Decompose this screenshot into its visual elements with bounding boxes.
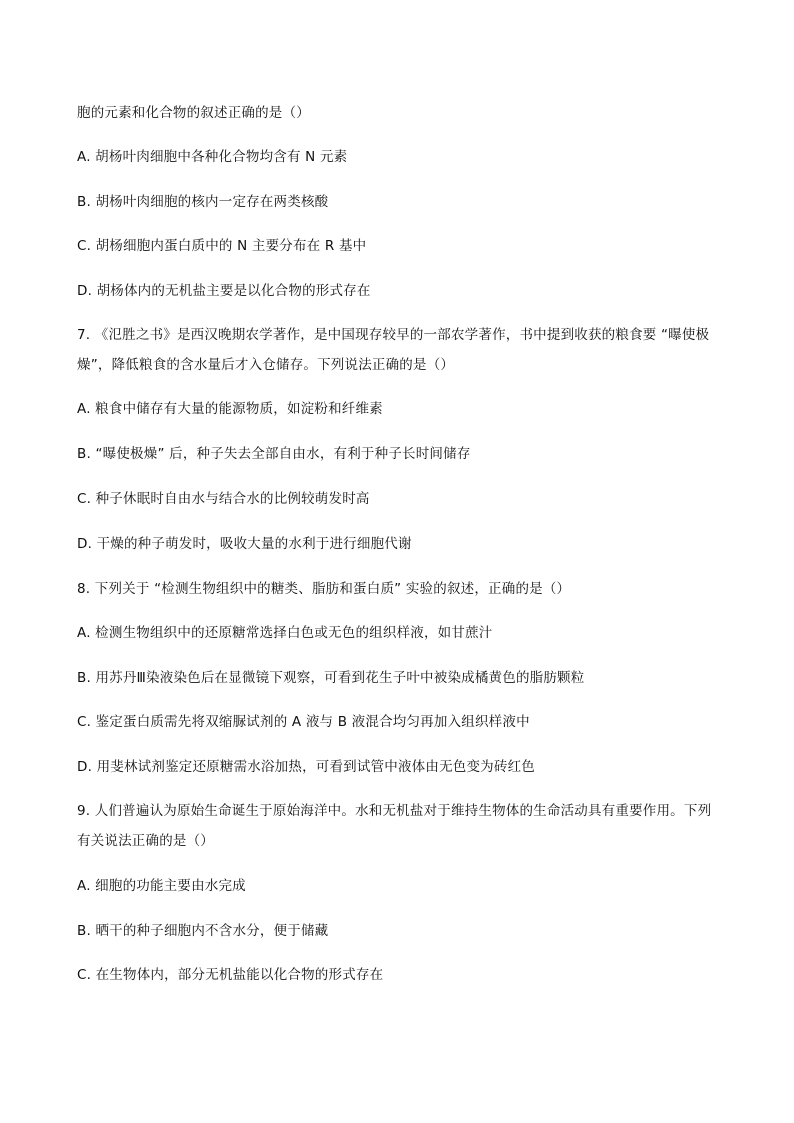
question-9-option-b: B. 晒干的种子细胞内不含水分，便于储藏 [77,923,329,939]
question-8-stem: 8. 下列关于 “检测生物组织中的糖类、脂肪和蛋白质” 实验的叙述，正确的是（） [77,581,571,597]
question-7-option-a: A. 粮食中储存有大量的能源物质，如淀粉和纤维素 [77,401,383,417]
question-8-option-d: D. 用斐林试剂鉴定还原糖需水浴加热，可看到试管中液体由无色变为砖红色 [77,759,535,775]
question-7-stem-line-2: 燥”，降低粮食的含水量后才入仓储存。下列说法正确的是（） [77,357,455,373]
question-6-option-d: D. 胡杨体内的无机盐主要是以化合物的形式存在 [77,283,371,299]
question-6-option-a: A. 胡杨叶肉细胞中各种化合物均含有 N 元素 [77,149,348,165]
question-7-option-b: B. “曝使极燥” 后，种子失去全部自由水，有利于种子长时间储存 [77,446,471,462]
question-7-stem-line-1: 7. 《氾胜之书》是西汉晚期农学著作，是中国现存较早的一部农学著作，书中提到收获的粮食要 “曝使极 [77,327,710,343]
question-9-stem-line-2: 有关说法正确的是（） [77,833,214,849]
question-6-option-c: C. 胡杨细胞内蛋白质中的 N 主要分布在 R 基中 [77,238,367,254]
question-8-option-b: B. 用苏丹Ⅲ染液染色后在显微镜下观察，可看到花生子叶中被染成橘黄色的脂肪颗粒 [77,670,585,686]
question-7-option-c: C. 种子休眠时自由水与结合水的比例较萌发时高 [77,491,370,507]
question-8-option-c: C. 鉴定蛋白质需先将双缩脲试剂的 A 液与 B 液混合均匀再加入组织样液中 [77,714,530,730]
question-8-option-a: A. 检测生物组织中的还原糖常选择白色或无色的组织样液，如甘蔗汁 [77,625,493,641]
question-9-option-c: C. 在生物体内，部分无机盐能以化合物的形式存在 [77,967,384,983]
question-6-option-b: B. 胡杨叶肉细胞的核内一定存在两类核酸 [77,194,329,210]
question-9-stem-line-1: 9. 人们普遍认为原始生命诞生于原始海洋中。水和无机盐对于维持生物体的生命活动具有重要作用。下列 [77,803,712,819]
question-7-option-d: D. 干燥的种子萌发时，吸收大量的水利于进行细胞代谢 [77,536,412,552]
question-6-stem: 胞的元素和化合物的叙述正确的是（） [77,105,310,121]
question-9-option-a: A. 细胞的功能主要由水完成 [77,878,246,894]
